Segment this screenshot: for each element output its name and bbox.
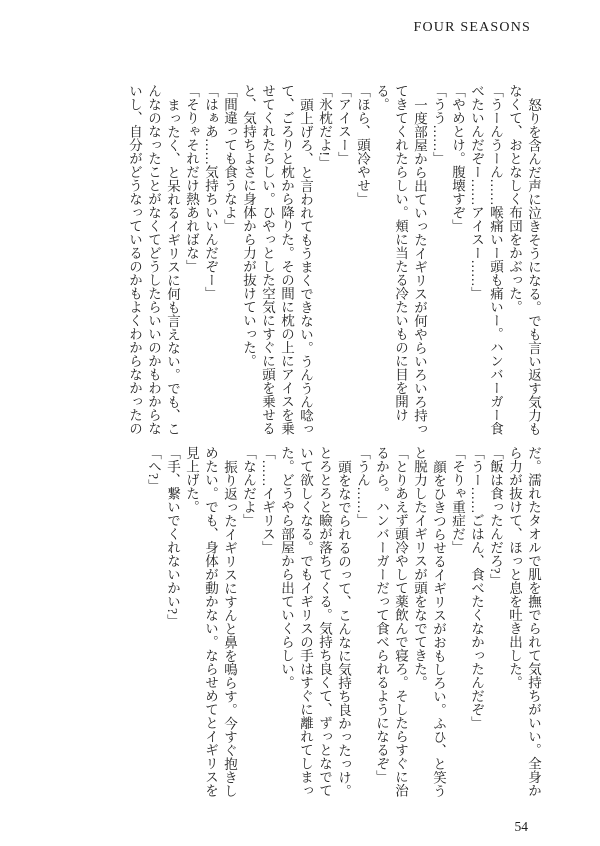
paragraph: 顔をひきつらせるイギリスがおもしろい。ふひ、と笑うと脱力したイギリスが頭をなでてきた。 [412, 446, 446, 797]
paragraph: 頭をなでられるのって、こんなに気持ち良かったっけ。とろとろと瞼が落ちてくる。気持ち良くて、ずっとなでていて欲しくなる。でもイギリスの手はすぐに離れてしまった。どうやら部屋から出ていくらしい。 [279, 446, 351, 797]
running-header-title: FOUR SEASONS [413, 20, 531, 35]
paragraph: 怒りを含んだ声に泣きそうになる。でも言い返す気力もなくて、おとなしく布団をかぶった。 [507, 84, 541, 435]
paragraph: 「うん……」 [355, 446, 370, 527]
text-block-top [125, 84, 543, 437]
paragraph: 「そりゃ重症だ」 [450, 446, 465, 554]
paragraph: 「とりあえず頭冷やして薬飲んで寝ろ。そしたらすぐに治るから。ハンバーガーだって食べられるようになるぞ」 [374, 446, 408, 797]
paragraph: 「はぁあ……気持ちいいんだぞー」 [203, 84, 218, 300]
paragraph: 「そりゃそれだけ熱あればな」 [184, 84, 199, 273]
paragraph: 振り返ったイギリスにすんと鼻を鳴らす。今すぐ抱きしめたい。でも、身体が動かない。ならせめてとイギリスを見上げた。 [184, 446, 237, 797]
paragraph: 「氷枕だよ!」 [317, 84, 332, 170]
paragraph: まったく、と呆れるイギリスに何も言えない。でも、こんなのなったことがなくてどうしたらいいのかもわからないし、自分がどうなっているのかもよくわからなかったの [127, 84, 180, 435]
paragraph: 「アイスー」 [336, 84, 351, 165]
paragraph: 「うー……ごはん、食べたくなかったんだぞ」 [469, 446, 484, 730]
paragraph: 頭上げろ、と言われてもうまくできない。うんうん唸って、ごろりと枕から降りた。その間に枕の上にアイスを乗せてくれたらしい。ひやっとした空気にすぐに頭を乗せると、気持ちよさに身体から力が抜けていった。 [241, 84, 313, 435]
paragraph: 「やめとけ。腹壊すぞ」 [450, 84, 465, 233]
paragraph: 「うう……」 [431, 84, 446, 165]
page-number: 54 [514, 819, 528, 834]
paragraph: 「うーんうーん……喉痛いー頭も痛いー。ハンバーガー食べたいんだぞー……アイスー……」 [469, 84, 503, 435]
paragraph: 「……イギリス」 [260, 446, 275, 554]
paragraph: 「手、繋いでくれないかい?」 [165, 446, 180, 628]
paragraph: 「なんだよ」 [241, 446, 256, 527]
paragraph: 「へ?」 [146, 446, 161, 493]
paragraph: だ。濡れたタオルで肌を撫でられて気持ちがいい。全身から力が抜けて、ほっと息を吐き出した。 [507, 446, 541, 797]
paragraph: 一度部屋から出ていったイギリスが何やらいろいろ持ってきてくれたらしい。頬に当たる冷たいものに目を開ける。 [374, 84, 427, 435]
text-block-bottom [144, 446, 543, 799]
paragraph: 「飯は食ったんだろ?」 [488, 446, 503, 587]
paragraph: 「間違っても食うなよ」 [222, 84, 237, 233]
paragraph: 「ほら、頭冷やせ」 [355, 84, 370, 206]
